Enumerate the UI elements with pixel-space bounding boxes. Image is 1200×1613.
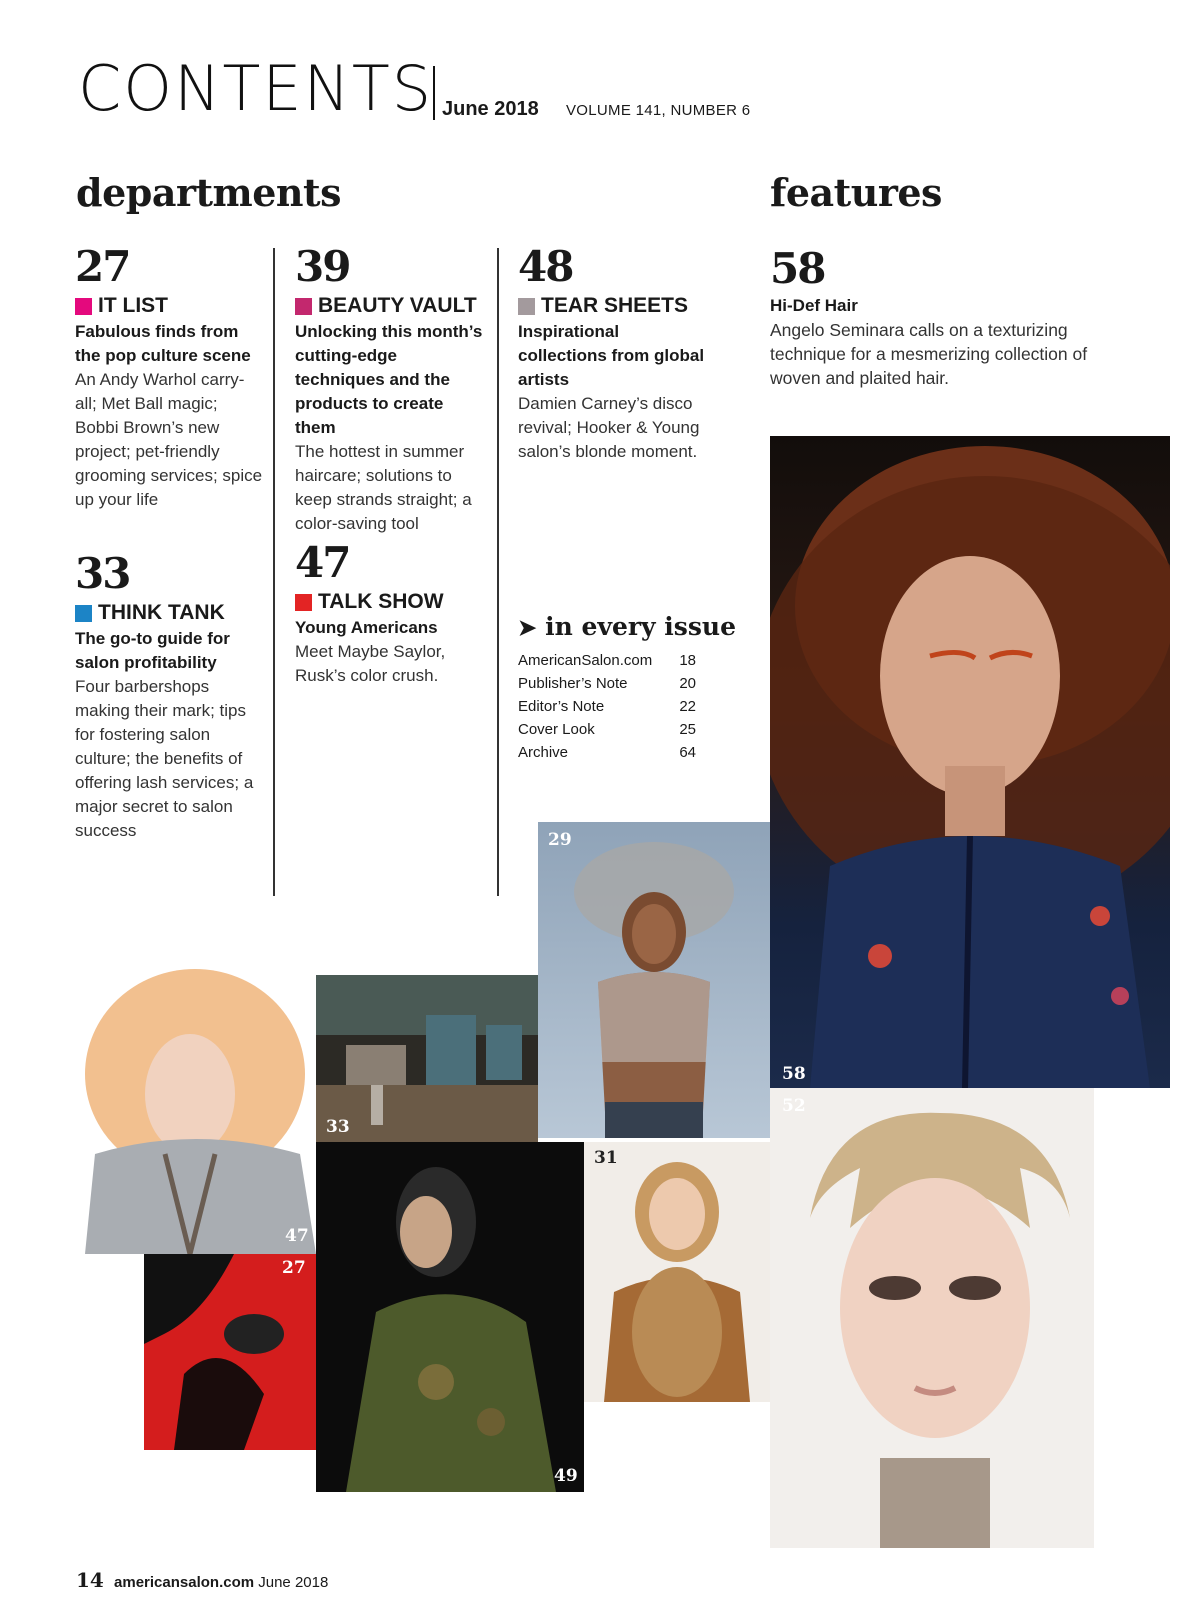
color-square-icon [75,605,92,622]
page-footer [76,1568,328,1592]
column-divider-1 [273,248,275,896]
page-title: CONTENTS [78,52,434,125]
page-number: 39 [295,242,350,291]
page-number: 33 [75,549,130,598]
feature-description: Angelo Seminara calls on a texturizing technique for a mesmerizing collection of woven and plaited hair. [770,320,1088,388]
in-every-issue-title: in every issue [545,612,737,641]
department-deck: The go-to guide for salon profitability [75,629,230,672]
in-every-issue-heading [518,612,737,641]
list-item[interactable] [518,741,696,764]
page-number: 58 [770,244,825,293]
list-item-label: Cover Look [518,721,595,738]
footer-page-number: 14 [76,1568,104,1592]
department-beauty-vault[interactable] [295,242,485,536]
department-name [295,590,485,614]
department-name-label: TALK SHOW [318,590,444,613]
list-item[interactable] [518,649,696,672]
in-every-issue-list [518,649,718,764]
department-deck: Unlocking this month’s cutting-edge techniques and the products to create them [295,322,483,437]
list-item-label: Editor’s Note [518,698,605,715]
sequin-jacket-model-image [316,1142,584,1492]
list-item[interactable] [518,695,696,718]
issue-date: June 2018 [442,98,539,120]
feature-title: Hi-Def Hair [770,296,858,315]
department-name-label: THINK TANK [98,601,225,624]
department-talk-show[interactable] [295,538,485,688]
warhol-portrait-image [144,1254,316,1450]
color-square-icon [295,298,312,315]
model-with-dog-image [584,1142,770,1402]
photo-page-number: 27 [282,1258,306,1278]
photo-page-number: 49 [554,1466,578,1486]
list-item-page: 22 [679,698,696,715]
color-square-icon [518,298,535,315]
department-name [518,294,710,318]
department-deck: Young Americans [295,618,438,637]
list-item-page: 18 [679,652,696,669]
list-item-label: Archive [518,744,569,761]
photo-29[interactable] [538,822,770,1138]
title-divider [433,66,435,120]
photo-page-number: 52 [782,1096,806,1116]
list-item-page: 20 [679,675,696,692]
footer-site[interactable]: americansalon.com [114,1574,255,1591]
blonde-model-image [770,1088,1094,1548]
in-every-issue [518,612,737,764]
curly-hair-model-image [75,964,316,1254]
list-item-page: 25 [679,721,696,738]
feature-photo-58[interactable] [770,436,1170,1088]
department-deck: Fabulous finds from the pop culture scene [75,322,251,365]
color-square-icon [295,594,312,611]
list-item[interactable] [518,672,696,695]
photo-page-number: 47 [285,1226,309,1246]
department-description: Meet Maybe Saylor, Rusk’s color crush. [295,642,446,685]
department-name-label: TEAR SHEETS [541,294,689,317]
department-name-label: BEAUTY VAULT [318,294,477,317]
color-square-icon [75,298,92,315]
page-number: 47 [295,538,350,587]
department-name [75,294,265,318]
photo-page-number: 29 [548,830,572,850]
department-deck: Inspirational collections from global artists [518,322,705,389]
department-name [295,294,485,318]
feature-photo-52[interactable] [770,1088,1094,1548]
jeweled-top-model-image [538,822,770,1138]
department-description: Four barbershops making their mark; tips for fostering salon culture; the benefits of offering lash services; a major secret to salon success [75,677,254,840]
photo-33[interactable] [316,975,538,1142]
photo-page-number: 33 [326,1117,350,1137]
department-name-label: IT LIST [98,294,168,317]
departments-heading: departments [76,170,341,215]
department-description: The hottest in summer haircare; solutions to keep strands straight; a color-saving tool [295,442,472,533]
department-tear-sheets[interactable] [518,242,710,464]
photo-31[interactable] [584,1142,770,1402]
list-item-label: Publisher’s Note [518,675,628,692]
features-heading: features [770,170,942,215]
feature-hi-def-hair[interactable] [770,244,1110,390]
photo-27[interactable] [144,1254,316,1450]
photo-page-number: 58 [782,1064,806,1084]
volume-number: VOLUME 141, NUMBER 6 [566,102,751,119]
column-divider-2 [497,248,499,896]
braided-hair-model-image [770,436,1170,1088]
page-number: 48 [518,242,573,291]
list-item[interactable] [518,718,696,741]
page-number: 27 [75,242,130,291]
list-item-label: AmericanSalon.com [518,652,653,669]
list-item-page: 64 [679,744,696,761]
photo-49[interactable] [316,1142,584,1492]
department-it-list[interactable] [75,242,265,512]
arrow-icon: ➤ [518,615,537,641]
photo-page-number: 31 [594,1148,618,1168]
department-think-tank[interactable] [75,549,265,843]
department-description: An Andy Warhol carry-all; Met Ball magic; Bobbi Brown’s new project; pet-friendly grooming services; spice up your life [75,370,263,509]
department-name [75,601,265,625]
footer-date: June 2018 [258,1574,329,1591]
photo-47[interactable] [75,964,316,1254]
department-description: Damien Carney’s disco revival; Hooker & Young salon’s blonde moment. [518,394,700,461]
